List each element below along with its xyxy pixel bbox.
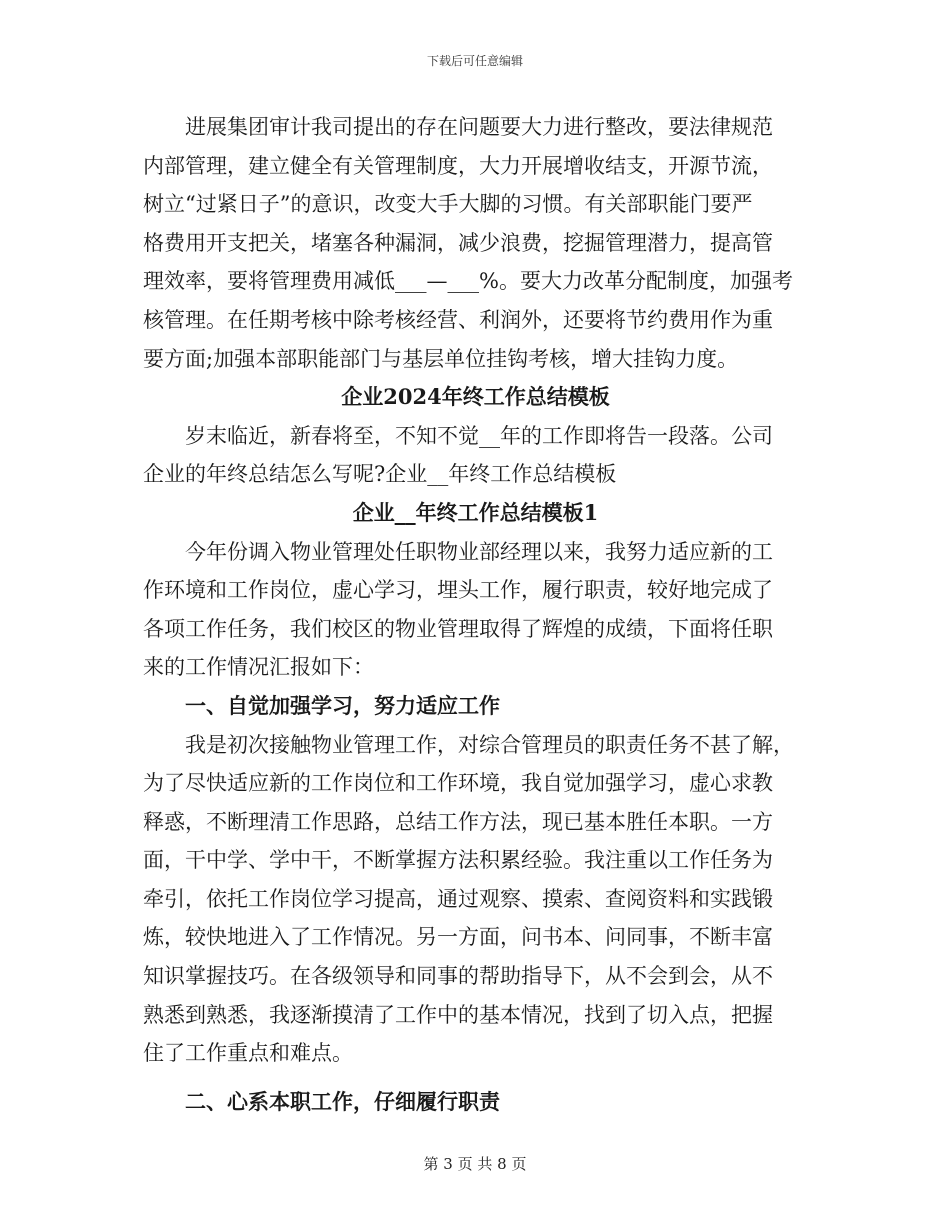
page-header-note: 下载后可任意编辑 xyxy=(426,54,523,68)
intro-line: 岁末临近，新春将至，不知不觉__年的工作即将告一段落。公司 xyxy=(185,423,773,448)
intro-line: 企业的年终总结怎么写呢?企业__年终工作总结模板 xyxy=(143,462,617,487)
paragraph-line: 释惑，不断理清工作思路，总结工作方法，现已基本胜任本职。一方 xyxy=(143,809,773,834)
paragraph-line: 要方面;加强本部职能部门与基层单位挂钩考核，增大挂钩力度。 xyxy=(143,346,739,371)
paragraph-line: 来的工作情况汇报如下： xyxy=(143,655,374,680)
paragraph-line: 树立“过紧日子”的意识，改变大手大脚的习惯。有关部职能门要严 xyxy=(143,192,753,217)
paragraph-line: 面，干中学、学中干，不断掌握方法积累经验。我注重以工作任务为 xyxy=(143,848,773,873)
paragraph-line: 为了尽快适应新的工作岗位和工作环境，我自觉加强学习，虚心求教 xyxy=(143,771,773,796)
paragraph-line: 进展集团审计我司提出的存在问题要大力进行整改，要法律规范 xyxy=(185,115,773,139)
paragraph-line: 各项工作任务，我们校区的物业管理取得了辉煌的成绩，下面将任职 xyxy=(143,616,773,641)
paragraph-line: 我是初次接触物业管理工作，对综合管理员的职责任务不甚了解， xyxy=(185,732,794,757)
page-number: 第 3 页 共 8 页 xyxy=(423,1155,527,1173)
paragraph-line: 核管理。在任期考核中除考核经营、利润外，还要将节约费用作为重 xyxy=(143,307,773,332)
paragraph-line: 作环境和工作岗位，虚心学习，埋头工作，履行职责，较好地完成了 xyxy=(143,578,773,603)
paragraph-line: 知识掌握技巧。在各级领导和同事的帮助指导下，从不会到会，从不 xyxy=(143,964,773,989)
paragraph-line: 熟悉到熟悉，我逐渐摸清了工作中的基本情况，找到了切入点，把握 xyxy=(143,1002,773,1027)
paragraph-line: 理效率，要将管理费用减低___—___%。要大力改革分配制度，加强考 xyxy=(143,269,793,294)
section-title: 企业__年终工作总结模板1 xyxy=(352,499,599,525)
section-heading-1: 一、自觉加强学习，努力适应工作 xyxy=(185,692,500,718)
paragraph-line: 炼，较快地进入了工作情况。另一方面，问书本、问同事，不断丰富 xyxy=(143,925,773,950)
paragraph-line: 今年份调入物业管理处任职物业部经理以来，我努力适应新的工 xyxy=(185,539,773,564)
document-title: 企业2024年终工作总结模板 xyxy=(341,384,610,410)
document-body xyxy=(143,108,808,1121)
paragraph-line: 格费用开支把关，堵塞各种漏洞，减少浪费，挖掘管理潜力，提高管 xyxy=(143,230,773,255)
paragraph-line: 住了工作重点和难点。 xyxy=(143,1041,353,1066)
section-heading-2: 二、心系本职工作，仔细履行职责 xyxy=(185,1088,500,1114)
paragraph-line: 内部管理，建立健全有关管理制度，大力开展增收结支，开源节流， xyxy=(143,153,773,178)
paragraph-line: 牵引，依托工作岗位学习提高，通过观察、摸索、查阅资料和实践锻 xyxy=(143,886,773,911)
